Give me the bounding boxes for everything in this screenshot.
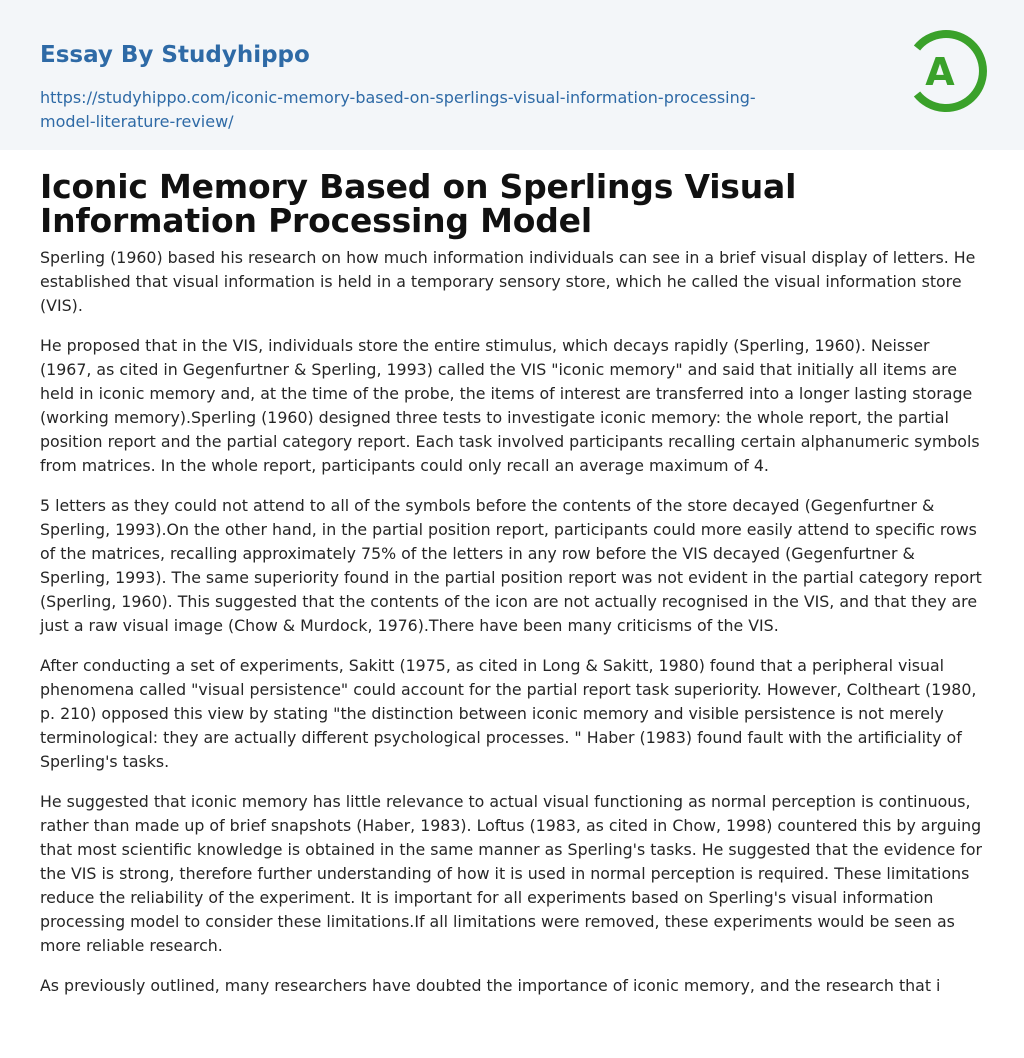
- site-header: [0, 0, 1024, 150]
- article-paragraph-1: Sperling (1960) based his research on how much information individuals can see in a brief visual display of letters. He established that visual information is held in a temporary sensory store, which he called the visual information store (VIS).: [40, 248, 976, 315]
- article-paragraph-3: 5 letters as they could not attend to all of the symbols before the contents of the store decayed (Gegenfurtner & Sperling, 1993).On the other hand, in the partial position report, participants could more easily attend to specific rows of the matrices, recalling approximately 75% of the letters in any row before the VIS decayed (Gegenfurtner & Sperling, 1993). The same superiority found in the partial position report was not evident in the partial category report (Sperling, 1960). This suggested that the contents of the icon are not actually recognised in the VIS, and that they are just a raw visual image (Chow & Murdock, 1976).There have been many criticisms of the VIS.: [40, 496, 982, 635]
- source-url-link[interactable]: https://studyhippo.com/iconic-memory-based-on-sperlings-visual-information-processing-model-literature-review/: [40, 88, 756, 131]
- article-paragraph-5: He suggested that iconic memory has little relevance to actual visual functioning as normal perception is continuous, rather than made up of brief snapshots (Haber, 1983). Loftus (1983, as cited in Chow, 1998) countered this by arguing that most scientific knowledge is obtained in the same manner as Sperling's tasks. He suggested that the evidence for the VIS is strong, therefore further understanding of how it is used in normal perception is required. These limitations reduce the reliability of the experiment. It is important for all experiments based on Sperling's visual information processing model to consider these limitations.If all limitations were removed, these experiments would be seen as more reliable research.: [40, 792, 982, 955]
- article: [0, 150, 1024, 998]
- site-brand[interactable]: Essay By Studyhippo: [40, 42, 310, 68]
- studyhippo-logo-icon[interactable]: [911, 28, 987, 114]
- article-title: Iconic Memory Based on Sperlings Visual Information Processing Model: [40, 167, 797, 240]
- article-paragraph-6: As previously outlined, many researchers have doubted the importance of iconic memory, and the research that i: [40, 976, 941, 995]
- article-paragraph-4: After conducting a set of experiments, Sakitt (1975, as cited in Long & Sakitt, 1980) found that a peripheral visual phenomena called "visual persistence" could account for the partial report task superiority. However, Coltheart (1980, p. 210) opposed this view by stating "the distinction between iconic memory and visible persistence is not merely terminological: they are actually different psychological processes. " Haber (1983) found fault with the artificiality of Sperling's tasks.: [40, 656, 977, 771]
- article-paragraph-2: He proposed that in the VIS, individuals store the entire stimulus, which decays rapidly (Sperling, 1960). Neisser (1967, as cited in Gegenfurtner & Sperling, 1993) called the VIS "iconic memory" and said that initially all items are held in iconic memory and, at the time of the probe, the items of interest are transferred into a longer lasting storage (working memory).Sperling (1960) designed three tests to investigate iconic memory: the whole report, the partial position report and the partial category report. Each task involved participants recalling certain alphanumeric symbols from matrices. In the whole report, participants could only recall an average maximum of 4.: [40, 336, 980, 475]
- logo-letter: A: [925, 50, 955, 94]
